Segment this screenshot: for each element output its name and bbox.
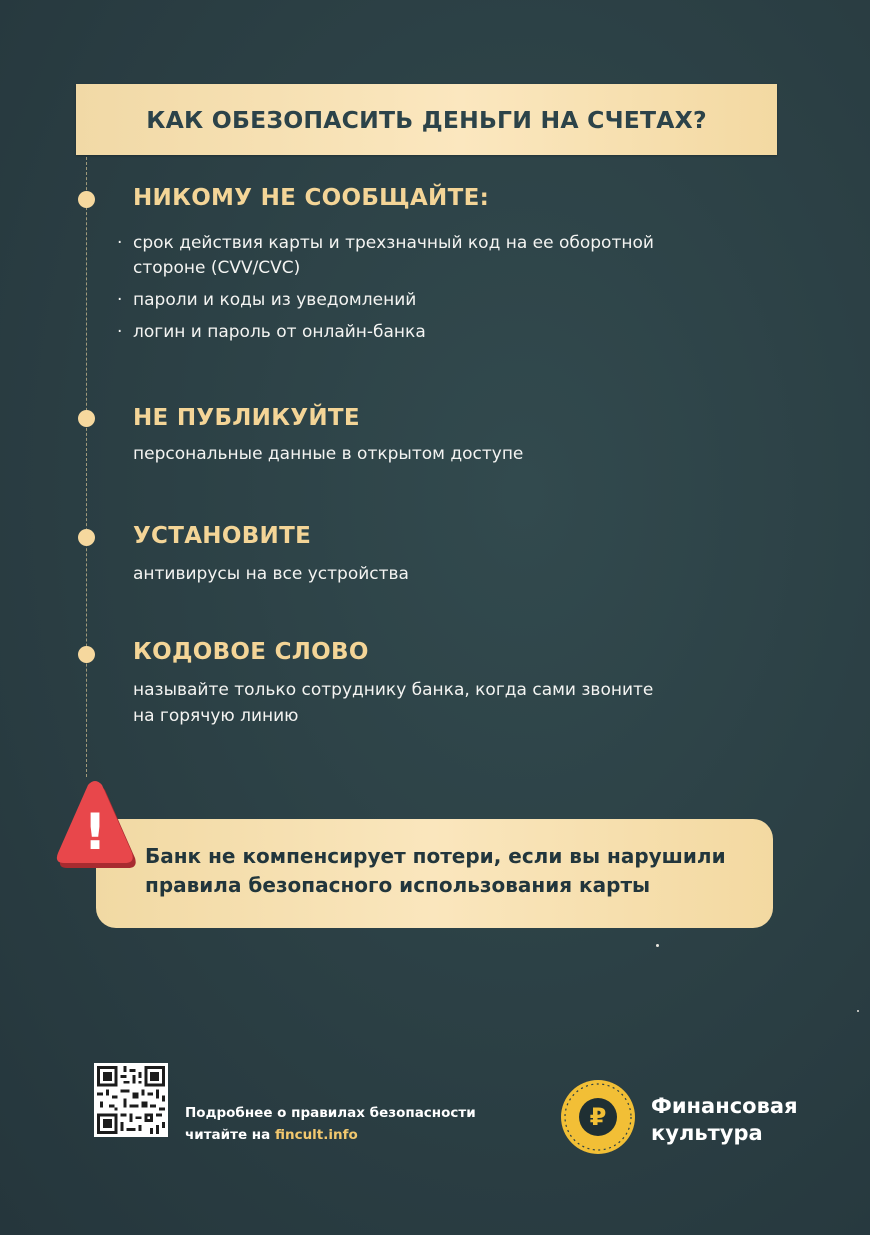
timeline-line (86, 157, 87, 777)
footer-line-2 (185, 1124, 476, 1146)
timeline-dot (78, 646, 95, 663)
list-item-text: пароли и коды из уведомлений (133, 290, 417, 310)
warning-line-2: правила безопасного использования карты (145, 873, 651, 897)
section-text: персональные данные в открытом доступе (133, 444, 524, 464)
warning-icon-symbol: ! (83, 803, 107, 861)
footer-info (185, 1102, 476, 1146)
bullet-dot: · (117, 322, 123, 342)
list-item-text: срок действия карты и трехзначный код на ее оборотной (133, 233, 654, 253)
logo-text (651, 1093, 798, 1147)
fincult-logo-icon (559, 1078, 637, 1156)
section-heading: НИКОМУ НЕ СООБЩАЙТЕ: (133, 185, 490, 211)
list-item-text: логин и пароль от онлайн-банка (133, 322, 426, 342)
list-item (117, 288, 416, 313)
warning-triangle-icon (52, 777, 138, 869)
section-text: антивирусы на все устройства (133, 564, 409, 584)
timeline-dot (78, 410, 95, 427)
speck (656, 944, 659, 947)
section-heading: КОДОВОЕ СЛОВО (133, 639, 369, 665)
logo-line-2: культура (651, 1121, 763, 1145)
timeline-dot (78, 529, 95, 546)
list-item (117, 320, 426, 345)
logo-line-1: Финансовая (651, 1094, 798, 1118)
bullet-dot: · (117, 290, 123, 310)
list-item-text-continued: стороне (CVV/CVC) (133, 258, 301, 278)
fincult-link[interactable]: fincult.info (274, 1127, 358, 1143)
page-title: КАК ОБЕЗОПАСИТЬ ДЕНЬГИ НА СЧЕТАХ? (146, 105, 707, 134)
section-heading: НЕ ПУБЛИКУЙТЕ (133, 405, 360, 431)
section-text: называйте только сотруднику банка, когда сами звоните (133, 680, 654, 700)
footer-line-1: Подробнее о правилах безопасности (185, 1105, 476, 1121)
timeline-dot (78, 191, 95, 208)
speck (857, 1010, 859, 1012)
logo-symbol: ₽ (589, 1103, 607, 1131)
bullet-dot: · (117, 233, 123, 253)
title-banner (76, 84, 777, 155)
warning-text (145, 842, 726, 900)
list-item (117, 231, 654, 281)
section-heading: УСТАНОВИТЕ (133, 523, 312, 549)
warning-line-1: Банк не компенсирует потери, если вы нарушили (145, 844, 726, 868)
footer-prefix: читайте на (185, 1127, 275, 1143)
qr-code-icon[interactable] (94, 1063, 168, 1137)
section-text-continued: на горячую линию (133, 706, 299, 726)
